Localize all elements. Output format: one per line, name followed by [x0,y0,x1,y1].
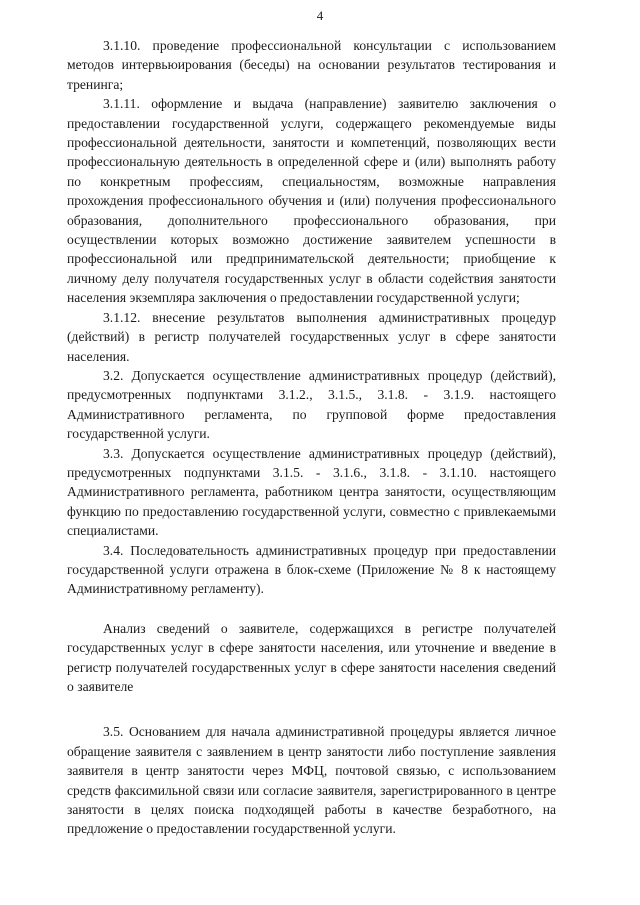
paragraph-3-4: 3.4. Последовательность административных процедур при предоставлении государственной услуги отражена в блок-схеме (Приложение № 8 к настоящему Административному регламенту). [67,542,556,597]
paragraph-3-2: 3.2. Допускается осуществление административных процедур (действий), предусмотренных подпунктами 3.1.2., 3.1.5., 3.1.8. - 3.1.9. настоящего Административного регламента, по групповой форме предоставления государственной услуги. [67,367,556,442]
section-spacer [67,599,556,619]
page-number: 4 [316,8,324,23]
paragraph-3-3: 3.3. Допускается осуществление административных процедур (действий), предусмотренных подпунктами 3.1.5. - 3.1.6., 3.1.8. - 3.1.10. настоящего Административного регламента, работником центра занятости, осуществляющим функцию по предоставлению государственной услуги, совместно с привлекаемыми специалистами. [67,445,556,539]
section-heading: Анализ сведений о заявителе, содержащихся в регистре получателей государственных услуг в сфере занятости населения, или уточнение и введение в регистр получателей государственных услуг в сфере занятости населения сведений о заявителе [67,620,556,694]
paragraph-3-5: 3.5. Основанием для начала административной процедуры является личное обращение заявителя с заявлением в центр занятости либо поступление заявления заявителя в центр занятости через МФЦ, почтовой связью, с использованием средств факсимильной связи или согласие заявителя, зарегистрированного в центре занятости в целях поиска подходящей работы в качестве безработного, на предложение о предоставлении государственной услуги. [67,724,556,837]
section-spacer [67,696,556,722]
paragraph-3-1-10: 3.1.10. проведение профессиональной консультации с использованием методов интервьюирования (беседы) на основании результатов тестирования и тренинга; [67,38,556,92]
paragraph-3-1-11: 3.1.11. оформление и выдача (направление) заявителю заключения о предоставлении государственной услуги, содержащего рекомендуемые виды профессиональной деятельности, занятости и компетенций, позволяющих вести профессиональную деятельность в определенной сфере и (или) выполнять работу по конкретным профессиям, специальностям, возможные направления прохождения профессионального обучения и (или) получения профессионального образования, дополнительного профессионального образования, при осуществлении которых возможно достижение заявителем успешности в профессиональной или предпринимательской деятельности; приобщение к личному делу получателя государственных услуг в области содействия занятости населения экземпляра заключения о предоставлении государственной услуги; [67,96,556,306]
paragraph-3-1-12: 3.1.12. внесение результатов выполнения административных процедур (действий) в регистр получателей государственных услуг в сфере занятости населения. [67,309,556,364]
document-body [67,36,556,839]
